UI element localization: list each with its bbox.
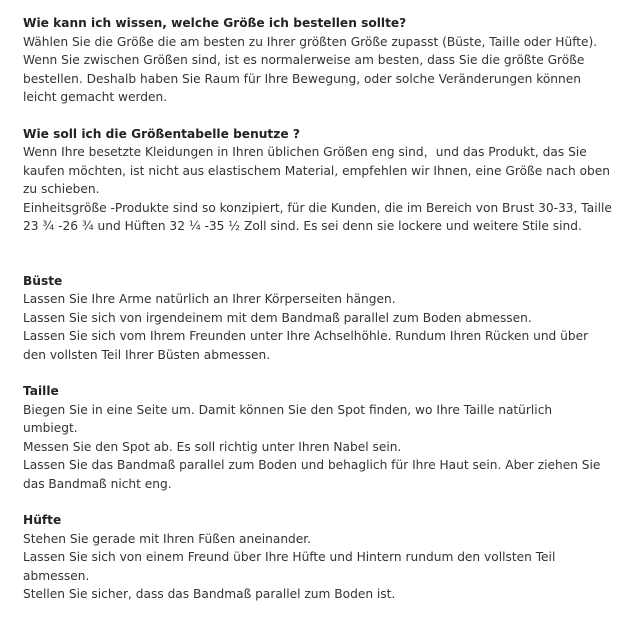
section-heading: Taille [23, 384, 59, 398]
section-heading: Wie soll ich die Größentabelle benutze ? [23, 126, 300, 141]
section-paragraph: Wenn Ihre besetzte Kleidungen in Ihren üblichen Größen eng sind，und das Produkt, das Sie kaufen möchten, ist nicht aus elastischem Material, empfehlen wir Ihnen, eine Größe nach oben zu schieben. [23, 145, 610, 196]
section-paragraph: Biegen Sie in eine Seite um. Damit können Sie den Spot finden, wo Ihre Taille natürlich umbiegt. [23, 402, 553, 435]
section-heading: Hüfte [23, 513, 62, 527]
section-bust [23, 272, 635, 365]
section-paragraph: Lassen Sie Ihre Arme natürlich an Ihrer Körperseiten hängen. [23, 292, 396, 306]
section-paragraph: Lassen Sie sich von einem Freund über Ihre Hüfte und Hintern rundum den vollsten Teil abmessen. [23, 550, 556, 583]
section-paragraph: Messen Sie den Spot ab. Es soll richtig unter Ihren Nabel sein. [23, 439, 402, 454]
size-guide-document [23, 14, 635, 604]
section-size-chart-usage [23, 125, 635, 236]
section-paragraph: Stehen Sie gerade mit Ihren Füßen aneinander. [23, 531, 312, 546]
section-paragraph: Lassen Sie sich von irgendeinem mit dem Bandmaß parallel zum Boden abmessen. [23, 310, 532, 325]
section-paragraph: Lassen Sie das Bandmaß parallel zum Boden und behaglich für Ihre Haut sein. Aber ziehen Sie das Bandmaß nicht eng. [23, 458, 601, 491]
section-order-size [23, 14, 635, 107]
section-paragraph: Lassen Sie sich vom Ihrem Freunden unter Ihre Achselhöhle. Rundum Ihren Rücken und über den vollsten Teil Ihrer Büsten abmessen. [23, 329, 589, 362]
section-heading: Wie kann ich wissen, welche Größe ich bestellen sollte? [23, 16, 407, 30]
section-hip [23, 511, 635, 604]
section-paragraph: Wählen Sie die Größe die am besten zu Ihrer größten Größe zupasst (Büste, Taille oder Hüfte). Wenn Sie zwischen Größen sind, ist es normalerweise am besten, dass Sie die größte Größe bestellen. Deshalb haben Sie Raum für Ihre Bewegung, oder solche Veränderungen können leicht gemacht werden. [23, 34, 598, 104]
section-waist [23, 382, 635, 493]
section-heading: Büste [23, 273, 63, 288]
section-paragraph: Einheitsgröße -Produkte sind so konzipiert, für die Kunden, die im Bereich von Brust 30-33, Taille 23 ¾ -26 ¾ und Hüften 32 ¼ -35 ½ Zoll sind. Es sei denn sie lockere und weitere Stile sind. [23, 200, 612, 233]
section-paragraph: Stellen Sie sicher, dass das Bandmaß parallel zum Boden ist. [23, 587, 396, 601]
